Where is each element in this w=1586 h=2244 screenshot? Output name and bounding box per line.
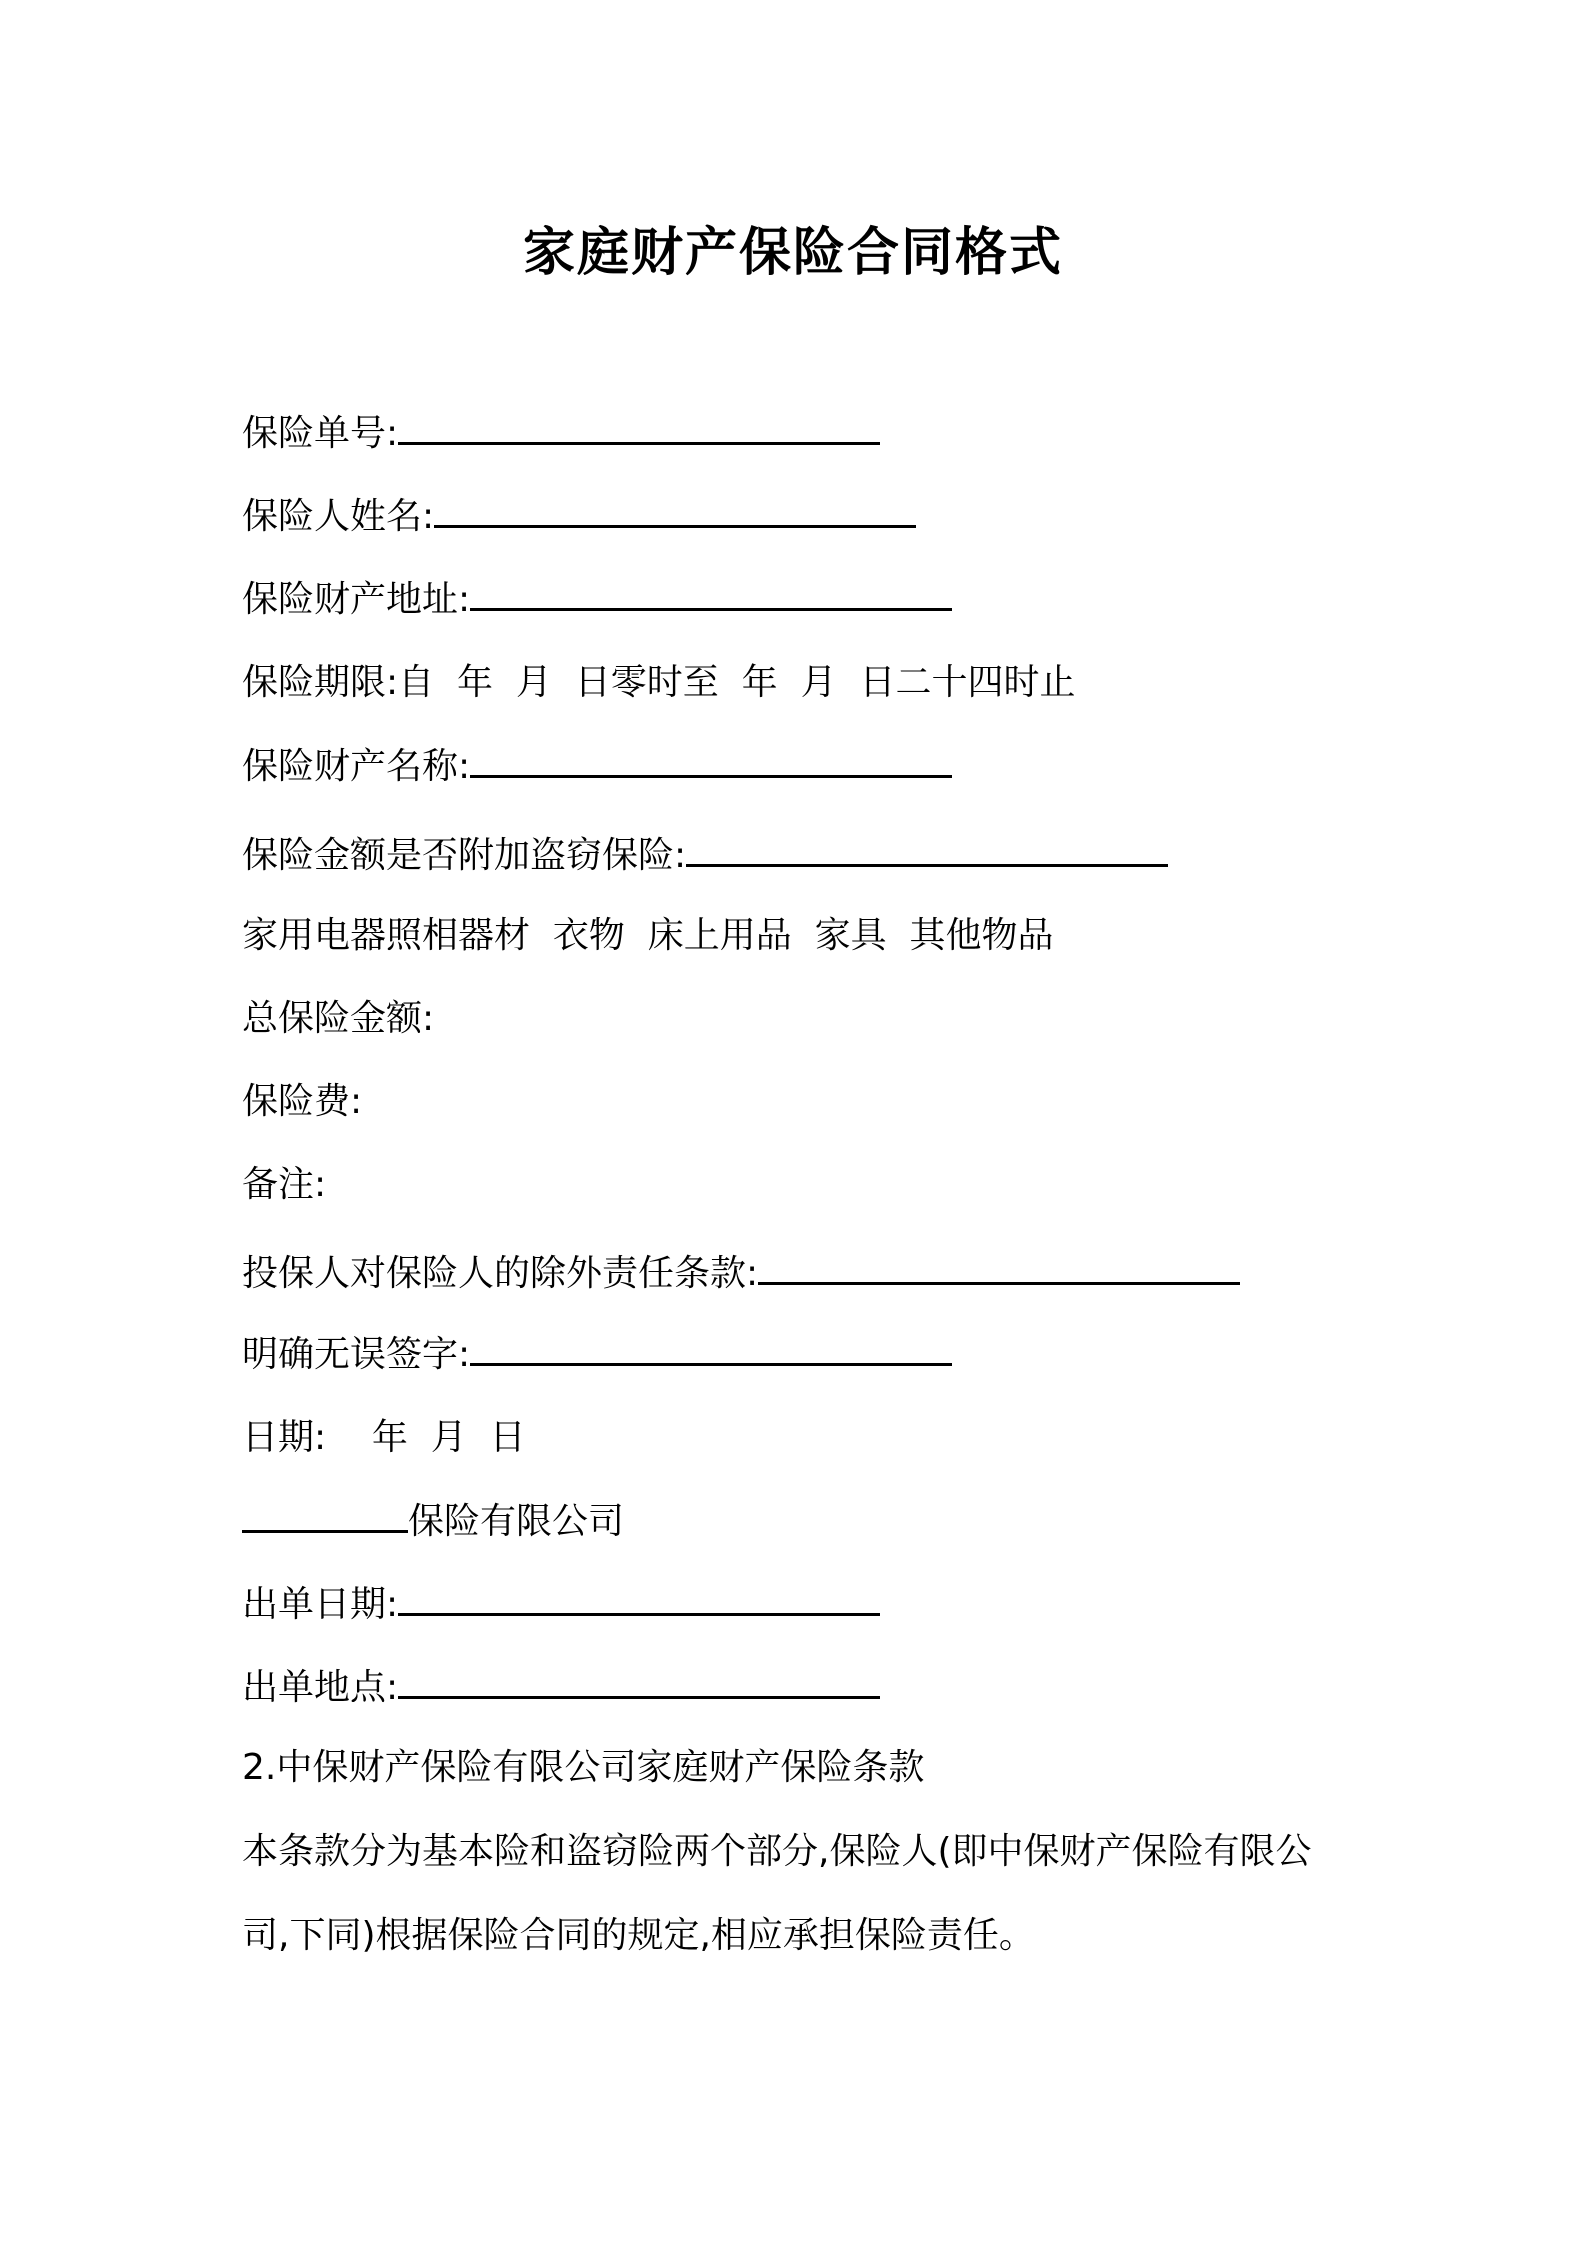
signature-label: 明确无误签字: <box>242 1334 471 1375</box>
exclusion-clause-label: 投保人对保险人的除外责任条款: <box>242 1253 759 1294</box>
theft-insurance-blank[interactable] <box>686 834 1168 867</box>
insurer-name-row <box>242 495 916 539</box>
insurer-name-label: 保险人姓名: <box>242 496 435 537</box>
exclusion-clause-row <box>242 1252 1240 1296</box>
property-name-label: 保险财产名称: <box>242 746 471 787</box>
premium-label: 保险费: <box>242 1081 363 1122</box>
theft-insurance-row <box>242 834 1168 878</box>
signature-blank[interactable] <box>470 1333 952 1366</box>
property-address-label: 保险财产地址: <box>242 579 471 620</box>
issue-date-label: 出单日期: <box>242 1584 399 1625</box>
issue-place-row <box>242 1666 880 1710</box>
clause-paragraph <box>242 1810 1362 1978</box>
issue-date-blank[interactable] <box>398 1583 880 1616</box>
date-row: 日期: 年 月 日 <box>242 1417 526 1458</box>
remarks-label: 备注: <box>242 1164 327 1205</box>
clause-paragraph-line-1: 本条款分为基本险和盗窃险两个部分,保险人(即中保财产保险有限公 <box>242 1831 1312 1872</box>
company-name-blank[interactable] <box>242 1500 408 1533</box>
signature-row <box>242 1333 952 1377</box>
issue-place-blank[interactable] <box>398 1666 880 1699</box>
clause-paragraph-line-2: 司,下同)根据保险合同的规定,相应承担保险责任。 <box>242 1915 1035 1956</box>
policy-number-row <box>242 412 880 456</box>
insurance-period-row: 保险期限:自 年 月 日零时至 年 月 日二十四时止 <box>242 662 1076 703</box>
document-title: 家庭财产保险合同格式 <box>522 223 1063 283</box>
policy-number-label: 保险单号: <box>242 413 399 454</box>
issue-place-label: 出单地点: <box>242 1667 399 1708</box>
company-suffix: 保险有限公司 <box>408 1501 625 1542</box>
policy-number-blank[interactable] <box>398 412 880 445</box>
section-heading: 2.中保财产保险有限公司家庭财产保险条款 <box>242 1747 925 1788</box>
property-name-blank[interactable] <box>470 745 952 778</box>
issue-date-row <box>242 1583 880 1627</box>
exclusion-clause-blank[interactable] <box>758 1252 1240 1285</box>
property-address-blank[interactable] <box>470 578 952 611</box>
item-categories-row: 家用电器照相器材 衣物 床上用品 家具 其他物品 <box>242 915 1054 956</box>
total-amount-label: 总保险金额: <box>242 998 435 1039</box>
insurer-name-blank[interactable] <box>434 495 916 528</box>
property-address-row <box>242 578 952 622</box>
company-row <box>242 1500 624 1544</box>
theft-insurance-label: 保险金额是否附加盗窃保险: <box>242 835 687 876</box>
property-name-row <box>242 745 952 789</box>
